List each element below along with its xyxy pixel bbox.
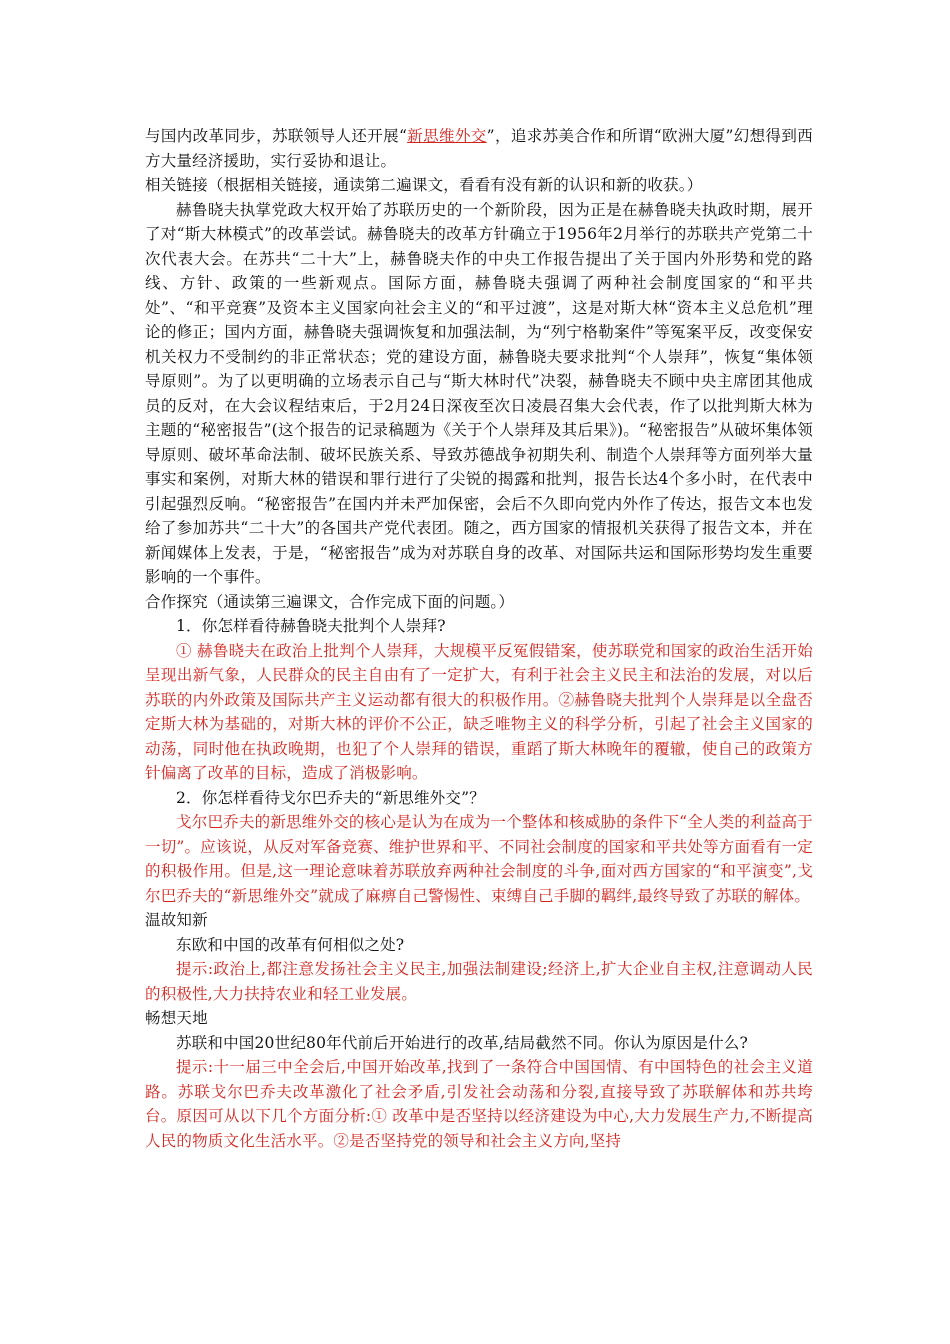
intro-text-after: ”，追求苏美合作和所谓“欧洲大厦”幻想得到西方大量经济援助，实行妥协和退让。 <box>145 127 813 170</box>
related-links-body: 赫鲁晓夫执掌党政大权开始了苏联历史的一个新阶段，因为正是在赫鲁晓夫执政时期，展开了对“斯大林模式”的改革尝试。赫鲁晓夫的改革方针确立于1956年2月举行的苏联共产党第二十次代表大会。在苏共“二十大”上，赫鲁晓夫作的中央工作报告提出了关于国内外形势和党的路线、方针、政策的一些新观点。国际方面，赫鲁晓夫强调了两种社会制度国家的“和平共处”、“和平竞赛”及资本主义国家向社会主义的“和平过渡”，这是对斯大林“资本主义总危机”理论的修正；国内方面，赫鲁晓夫强调恢复和加强法制，为“列宁格勒案件”等冤案平反，改变保安机关权力不受制约的非正常状态；党的建设方面，赫鲁晓夫要求批判“个人崇拜”，恢复“集体领导原则”。为了以更明确的立场表示自己与“斯大林时代”决裂，赫鲁晓夫不顾中央主席团其他成员的反对，在大会议程结束后，于2月24日深夜至次日凌晨召集大会代表，作了以批判斯大林为主题的“秘密报告”(这个报告的记录稿题为《关于个人崇拜及其后果》)。“秘密报告”从破坏集体领导原则、破坏革命法制、破坏民族关系、导致苏德战争初期失利、制造个人崇拜等方面列举大量事实和案例，对斯大林的错误和罪行进行了尖锐的揭露和批判，报告长达4个多小时，在代表中引起强烈反响。“秘密报告”在国内并未严加保密，会后不久即向党内外作了传达，报告文本也发给了参加苏共“二十大”的各国共产党代表团。随之，西方国家的情报机关获得了报告文本，并在新闻媒体上发表，于是，“秘密报告”成为对苏联自身的改革、对国际共运和国际形势均发生重要影响的一个事件。 <box>145 200 813 586</box>
intro-text-before: 与国内改革同步，苏联领导人还开展“ <box>145 127 408 145</box>
review-question: 东欧和中国的改革有何相似之处? <box>176 935 405 954</box>
intro-paragraph <box>145 124 813 173</box>
answer-1: ① 赫鲁晓夫在政治上批判个人崇拜，大规模平反冤假错案，使苏联党和国家的政治生活开始呈现出新气象，人民群众的民主自由有了一定扩大，有利于社会主义民主和法治的发展，对以后苏联的内外政策及国际共产主义运动都有很大的积极作用。②赫鲁晓夫批判个人崇拜是以全盘否定斯大林为基础的，对斯大林的评价不公正，缺乏唯物主义的科学分析，引起了社会主义国家的动荡，同时他在执政晚期，也犯了个人崇拜的错误，重蹈了斯大林晚年的覆辙，使自己的政策方针偏离了改革的目标，造成了消极影响。 <box>145 641 813 782</box>
answer-2: 戈尔巴乔夫的新思维外交的核心是认为在成为一个整体和核威胁的条件下“全人类的利益高于一切”。应该说，从反对军备竞赛、维护世界和平、不同社会制度的国家和平共处等方面看有一定的积极作用。但是,这一理论意味着苏联放弃两种社会制度的斗争,面对西方国家的“和平演变”,戈尔巴乔夫的“新思维外交”就成了麻痹自己警惕性、束缚自己手脚的羁绊,最终导致了苏联的解体。 <box>145 813 813 905</box>
document-page <box>145 124 813 1153</box>
imagine-hint: 提示:十一届三中全会后,中国开始改革,找到了一条符合中国国情、有中国特色的社会主义道路。苏联戈尔巴乔夫改革激化了社会矛盾,引发社会动荡和分裂,直接导致了苏联解体和苏共垮台。原因可从以下几个方面分析:① 改革中是否坚持以经济建设为中心,大力发展生产力,不断提高人民的物质文化生活水平。②是否坚持党的领导和社会主义方向,坚持 <box>145 1058 813 1150</box>
new-thinking-diplomacy-link[interactable]: 新思维外交 <box>407 127 487 145</box>
imagine-heading: 畅想天地 <box>145 1009 208 1027</box>
imagine-question: 苏联和中国20世纪80年代前后开始进行的改革,结局截然不同。你认为原因是什么? <box>176 1033 748 1052</box>
review-hint: 提示:政治上,都注意发扬社会主义民主,加强法制建设;经济上,扩大企业自主权,注意调动人民的积极性,大力扶持农业和轻工业发展。 <box>145 960 813 1003</box>
cooperation-heading: 合作探究（通读第三遍课文，合作完成下面的问题。） <box>145 592 515 611</box>
related-links-heading: 相关链接（根据相关链接，通读第二遍课文，看看有没有新的认识和新的收获。） <box>145 176 703 194</box>
question-2: 2．你怎样看待戈尔巴乔夫的“新思维外交”？ <box>176 788 485 807</box>
review-heading: 温故知新 <box>145 911 208 929</box>
question-1: 1．你怎样看待赫鲁晓夫批判个人崇拜? <box>176 617 446 635</box>
